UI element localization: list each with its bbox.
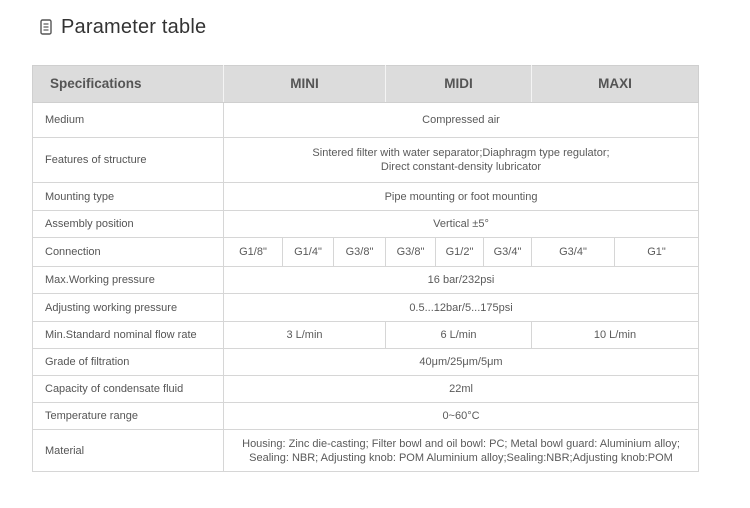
connection-cell: G1" — [615, 238, 699, 267]
header-midi: MIDI — [386, 66, 532, 103]
table-row-connection — [33, 238, 699, 267]
page-heading — [40, 12, 206, 42]
table-row-adjusting-pressure — [33, 294, 699, 322]
connection-cell: G1/8" — [224, 238, 283, 267]
connection-cell: G3/4" — [484, 238, 532, 267]
row-label: Assembly position — [33, 211, 224, 238]
parameter-table — [32, 65, 699, 472]
connection-cell: G3/8" — [386, 238, 436, 267]
row-label: Max.Working pressure — [33, 267, 224, 294]
row-value: Pipe mounting or foot mounting — [224, 183, 699, 211]
header-mini: MINI — [224, 66, 386, 103]
table-row-flow-rate — [33, 322, 699, 349]
row-label: Grade of filtration — [33, 349, 224, 376]
row-value: 40μm/25μm/5μm — [224, 349, 699, 376]
header-row — [33, 66, 699, 103]
table-row-features — [33, 138, 699, 183]
connection-cell: G3/8" — [334, 238, 386, 267]
row-value: Vertical ±5° — [224, 211, 699, 238]
row-value: 22ml — [224, 376, 699, 403]
table-row-medium — [33, 103, 699, 138]
row-value: 16 bar/232psi — [224, 267, 699, 294]
row-label: Connection — [33, 238, 224, 267]
row-label: Min.Standard nominal flow rate — [33, 322, 224, 349]
header-maxi: MAXI — [532, 66, 699, 103]
header-specifications: Specifications — [33, 66, 224, 103]
page-title: Parameter table — [61, 15, 207, 38]
row-label: Capacity of condensate fluid — [33, 376, 224, 403]
row-label: Adjusting working pressure — [33, 294, 224, 322]
table-row-max-pressure — [33, 267, 699, 294]
table-row-material — [33, 430, 699, 472]
table-row-temperature — [33, 403, 699, 430]
flow-rate-mini: 3 L/min — [224, 322, 386, 349]
value-line: Sealing: NBR; Adjusting knob: POM Aluminium alloy;Sealing:NBR;Adjusting knob:POM — [249, 451, 673, 464]
row-value: Compressed air — [224, 103, 699, 138]
connection-cell: G3/4" — [532, 238, 615, 267]
row-label: Medium — [33, 103, 224, 138]
flow-rate-midi: 6 L/min — [386, 322, 532, 349]
connection-cell: G1/4" — [283, 238, 334, 267]
table-row-filtration — [33, 349, 699, 376]
row-label: Temperature range — [33, 403, 224, 430]
table-row-assembly — [33, 211, 699, 238]
row-value — [224, 430, 699, 472]
table-row-mounting — [33, 183, 699, 211]
row-value: 0~60°C — [224, 403, 699, 430]
row-label: Features of structure — [33, 138, 224, 183]
row-value: 0.5...12bar/5...175psi — [224, 294, 699, 322]
flow-rate-maxi: 10 L/min — [532, 322, 699, 349]
row-value — [224, 138, 699, 183]
connection-cell: G1/2" — [436, 238, 484, 267]
table-row-condensate — [33, 376, 699, 403]
value-line: Sintered filter with water separator;Diaphragm type regulator; — [312, 147, 610, 159]
value-line: Direct constant-density lubricator — [380, 161, 542, 173]
value-line: Housing: Zinc die-casting; Filter bowl and oil bowl: PC; Metal bowl guard: Aluminium alloy; — [242, 437, 680, 450]
document-icon — [40, 19, 52, 35]
row-label: Material — [33, 430, 224, 472]
row-label: Mounting type — [33, 183, 224, 211]
